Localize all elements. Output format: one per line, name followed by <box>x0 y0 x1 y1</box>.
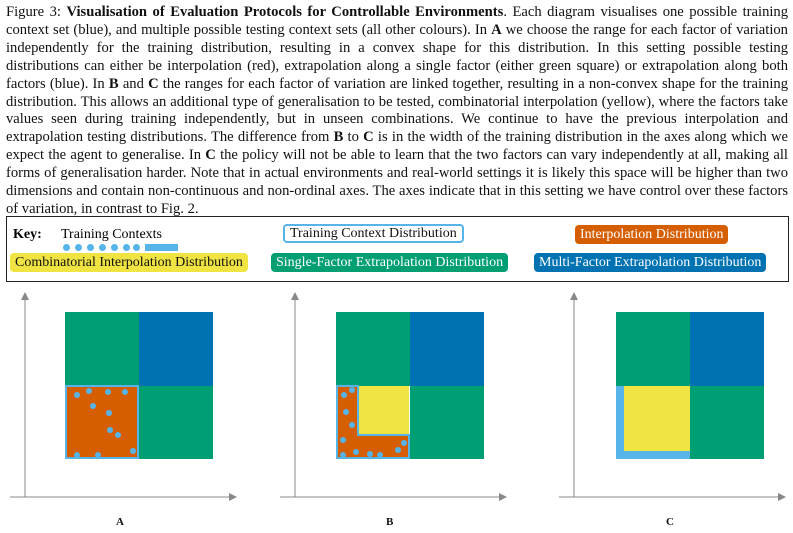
training-context-distribution-badge: Training Context Distribution <box>283 224 464 243</box>
single-factor-square <box>65 312 139 386</box>
training-contexts-label: Training Contexts <box>61 227 162 242</box>
interpolation-distribution-badge: Interpolation Distribution <box>575 225 728 244</box>
training-dot <box>87 244 94 251</box>
multi-factor-extrapolation-badge: Multi-Factor Extrapolation Distribution <box>534 253 766 272</box>
combinatorial-square <box>359 386 409 434</box>
training-dot <box>123 244 130 251</box>
single-factor-square <box>336 312 410 386</box>
single-factor-extrapolation-badge: Single-Factor Extrapolation Distribution <box>271 253 508 272</box>
training-dot <box>99 244 106 251</box>
single-factor-square <box>410 386 484 459</box>
diagrams-svg <box>0 290 793 515</box>
diagram-c-label: C <box>666 516 674 528</box>
diagram-a <box>10 296 233 497</box>
single-factor-square <box>690 386 764 459</box>
single-factor-square <box>616 312 690 386</box>
legend-key <box>6 216 789 282</box>
training-dot <box>63 244 70 251</box>
diagram-c <box>559 296 782 497</box>
multi-factor-square <box>139 312 213 386</box>
training-dot <box>133 244 140 251</box>
single-factor-square <box>139 386 213 459</box>
diagram-b <box>280 296 503 497</box>
figure-title: Visualisation of Evaluation Protocols for Controllable Environments <box>66 4 504 20</box>
multi-factor-square <box>410 312 484 386</box>
combinatorial-interpolation-badge: Combinatorial Interpolation Distribution <box>10 253 248 272</box>
multi-factor-square <box>690 312 764 386</box>
training-dot <box>75 244 82 251</box>
diagram-b-label: B <box>386 516 394 528</box>
combinatorial-square <box>624 386 690 451</box>
figure-label: Figure 3: <box>6 4 61 20</box>
training-bar <box>145 244 178 251</box>
figure-caption: Figure 3: Visualisation of Evaluation Protocols for Controllable Environments. Each diagram visualises one possible training context set (blue), and multiple possible testing context sets (all other colours). In A we choose the range for each factor of variation independently for the training distribution, resulting in a convex shape for this distribution. In this setting possible testing distributions can either be interpolation (red), extrapolation along a single factor (either green square) or extrapolation along both factors (blue). In B and C the ranges for each factor of variation are linked together, resulting in a non-convex shape for the training distribution. This allows an additional type of generalisation to be tested, combinatorial interpolation (yellow), where the factors take values seen during training independently, but in unseen combinations. We continue to have the previous interpolation and extrapolation testing distributions. The difference from B to C is in the width of the training distribution in the axes along which we expect the agent to generalise. In C the policy will not be able to learn that the two factors can vary independently at all, making all forms of generalisation harder. Note that in actual environments and real-world settings it is likely this space will be higher than two dimensions and contain non-continuous and non-ordinal axes. The axes indicate that in this setting we have control over these factors of variation, in contrast to Fig. 2. <box>6 4 789 217</box>
key-label: Key: <box>13 227 42 242</box>
diagram-a-label: A <box>116 516 124 528</box>
training-dot <box>111 244 118 251</box>
training-contexts-marker <box>61 243 181 253</box>
